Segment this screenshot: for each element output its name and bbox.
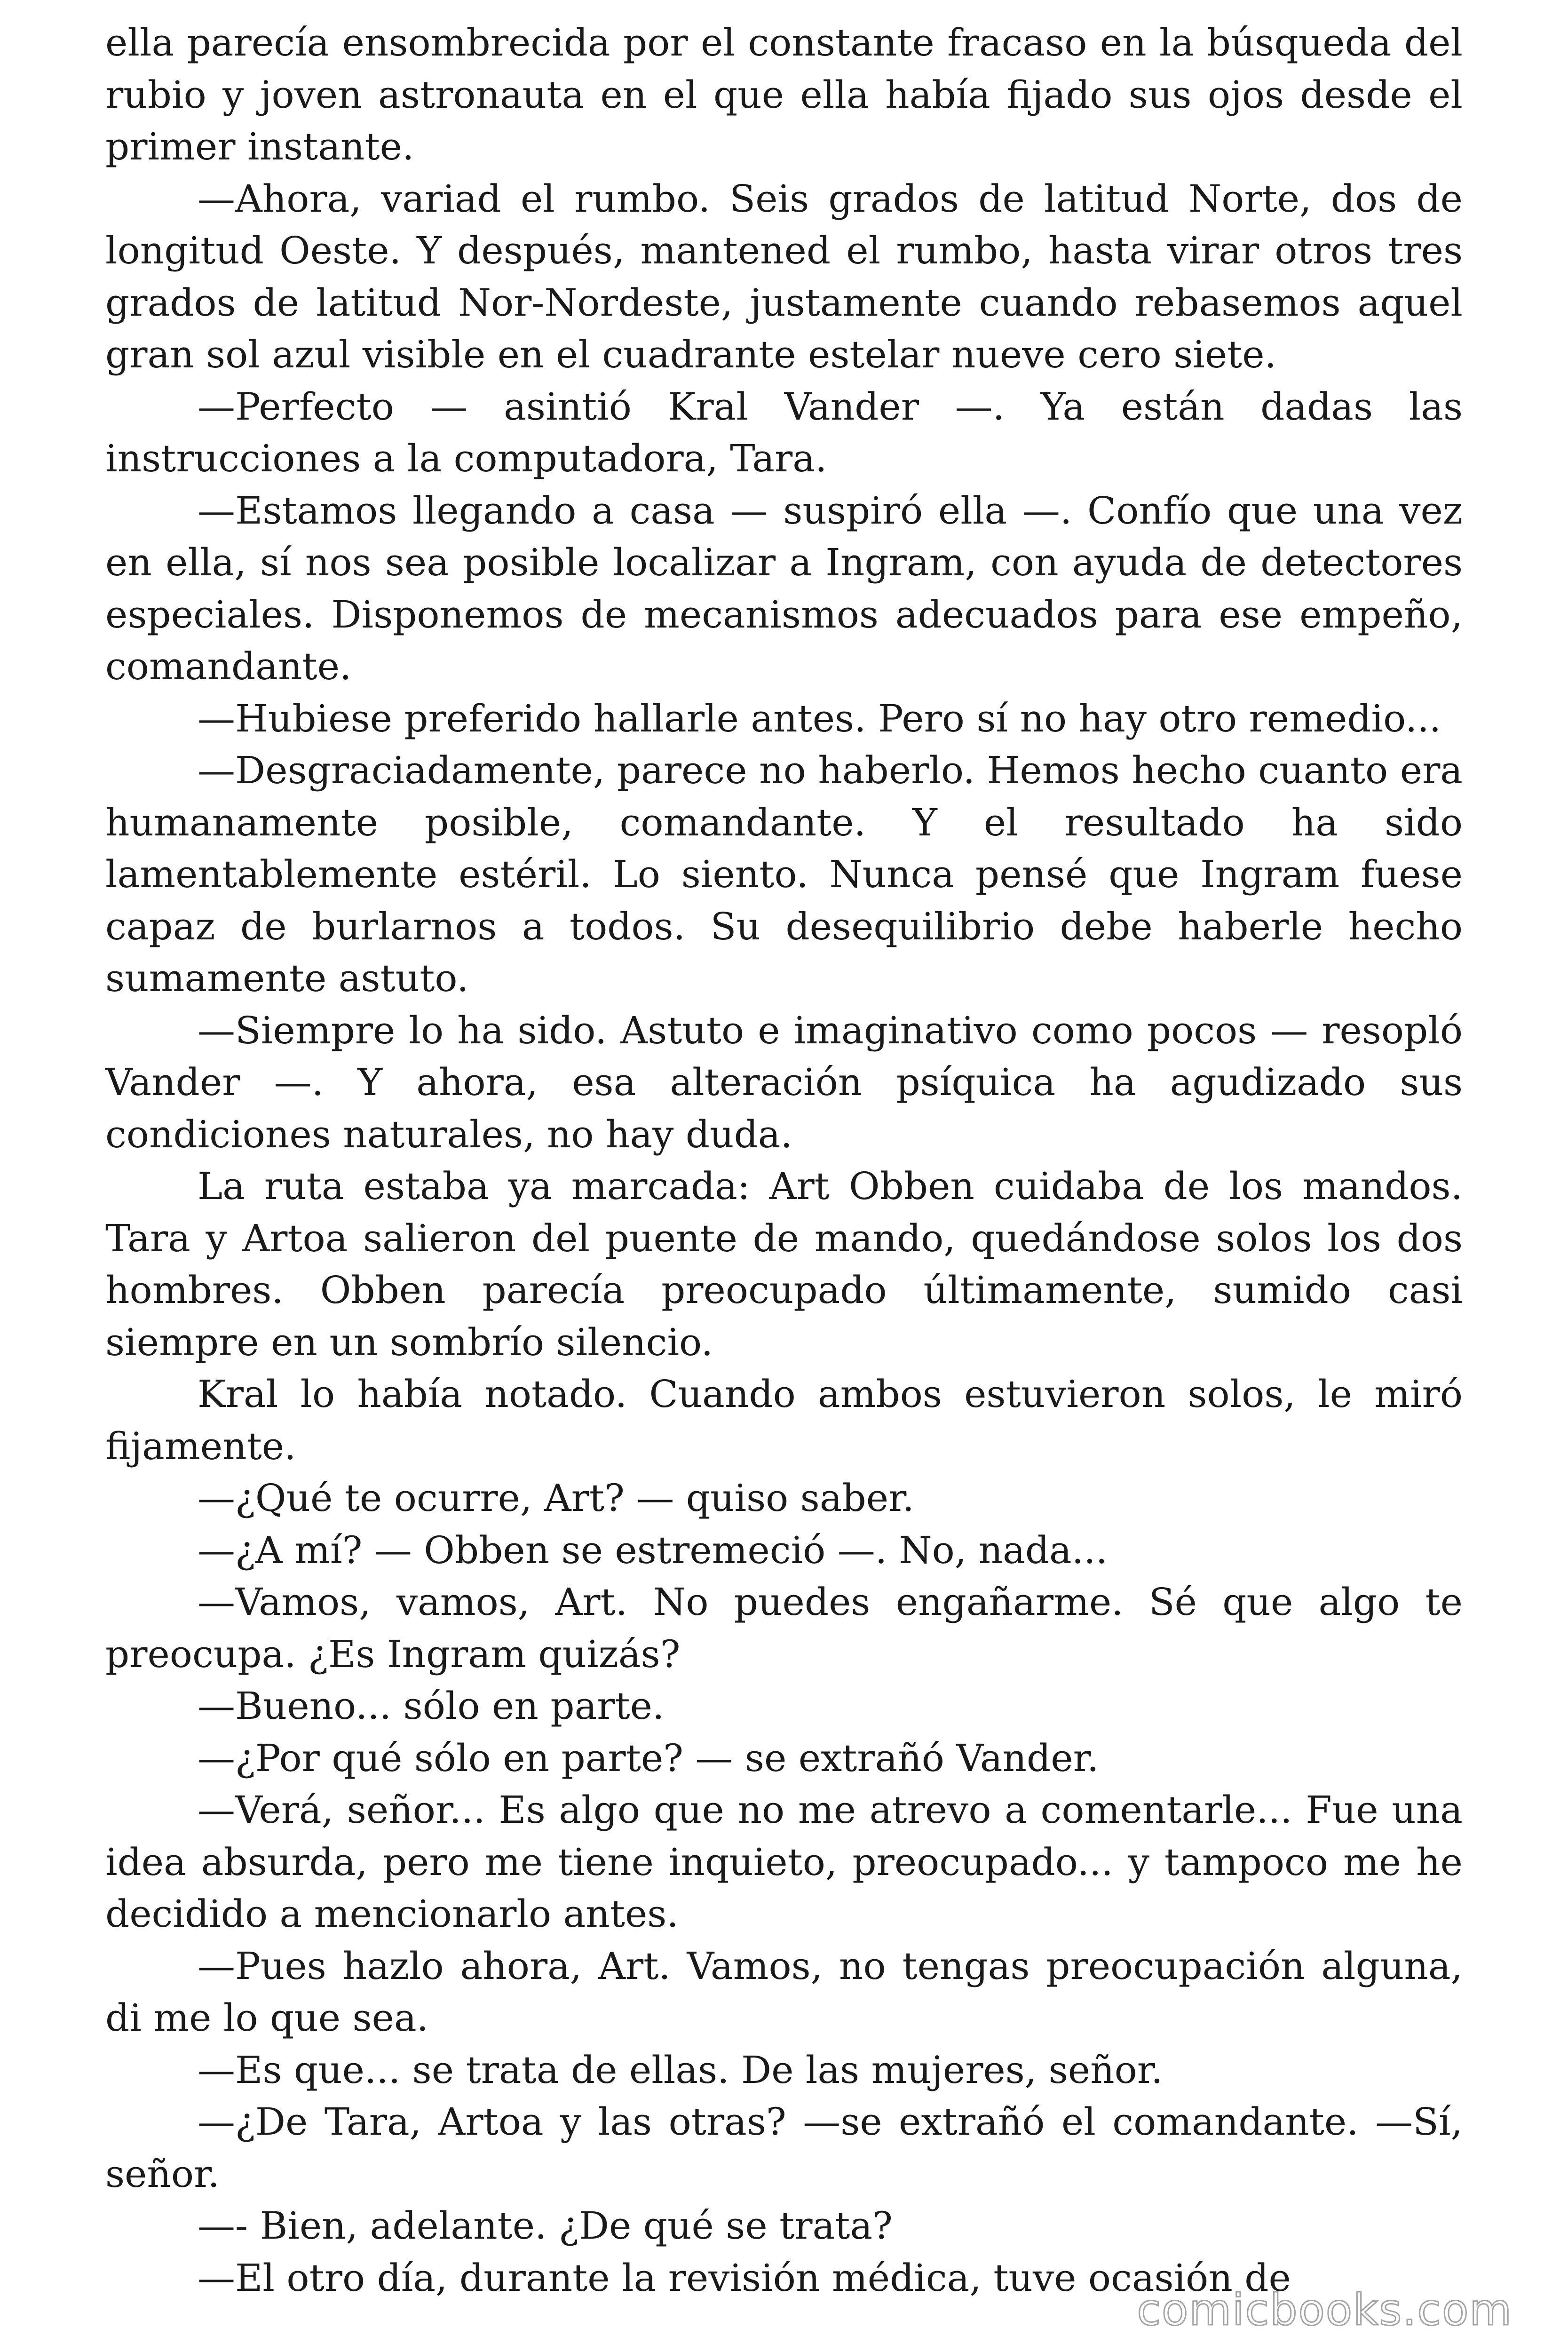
paragraph: ella parecía ensombrecida por el constante fracaso en la búsqueda del rubio y joven astronauta en el que ella había fijado sus ojos desde el primer instante. <box>105 21 1463 168</box>
paragraph: —¿A mí? — Obben se estremeció —. No, nada... <box>198 1528 1108 1572</box>
paragraph: —Siempre lo ha sido. Astuto e imaginativo como pocos — resopló Vander —. Y ahora, esa alteración psíquica ha agudizado sus condiciones naturales, no hay duda. <box>105 1008 1463 1156</box>
paragraph: —Estamos llegando a casa — suspiró ella —. Confío que una vez en ella, sí nos sea posible localizar a Ingram, con ayuda de detectores especiales. Disponemos de mecanismos adecuados para ese empeño, comandante. <box>105 488 1463 688</box>
watermark-logo: comicbooks.com <box>1137 2285 1513 2335</box>
paragraph: —Hubiese preferido hallarle antes. Pero sí no hay otro remedio... <box>198 696 1441 740</box>
paragraph: —Ahora, variad el rumbo. Seis grados de latitud Norte, dos de longitud Oeste. Y después, mantened el rumbo, hasta virar otros tres grados de latitud Nor-Nordeste, justamente cuando rebasemos aquel gran sol azul visible en el cuadrante estelar nueve cero siete. <box>105 176 1463 376</box>
paragraph: —Es que... se trata de ellas. De las mujeres, señor. <box>198 2048 1163 2092</box>
paragraph: —Vamos, vamos, Art. No puedes engañarme. Sé que algo te preocupa. ¿Es Ingram quizás? <box>105 1580 1463 1676</box>
paragraph: —¿Por qué sólo en parte? — se extrañó Vander. <box>198 1736 1099 1780</box>
paragraph: Kral lo había notado. Cuando ambos estuvieron solos, le miró fijamente. <box>105 1372 1463 1468</box>
paragraph: —Verá, señor... Es algo que no me atrevo a comentarle... Fue una idea absurda, pero me tiene inquieto, preocupado... y tampoco me he decidido a mencionarlo antes. <box>105 1788 1463 1936</box>
book-page-text <box>105 17 1463 2304</box>
paragraph: —El otro día, durante la revisión médica, tuve ocasión de <box>198 2256 1291 2300</box>
paragraph: —¿Qué te ocurre, Art? — quiso saber. <box>198 1476 914 1520</box>
paragraph: —Desgraciadamente, parece no haberlo. Hemos hecho cuanto era humanamente posible, comandante. Y el resultado ha sido lamentablemente estéril. Lo siento. Nunca pensé que Ingram fuese capaz de burlarnos a todos. Su desequilibrio debe haberle hecho sumamente astuto. <box>105 748 1463 1000</box>
paragraph: La ruta estaba ya marcada: Art Obben cuidaba de los mandos. Tara y Artoa salieron del puente de mando, quedándose solos los dos hombres. Obben parecía preocupado últimamente, sumido casi siempre en un sombrío silencio. <box>105 1164 1463 1364</box>
paragraph: —Perfecto — asintió Kral Vander —. Ya están dadas las instrucciones a la computadora, Tara. <box>105 384 1463 480</box>
paragraph: —Bueno... sólo en parte. <box>198 1684 665 1728</box>
paragraph: —- Bien, adelante. ¿De qué se trata? <box>198 2204 893 2248</box>
paragraph: —¿De Tara, Artoa y las otras? —se extrañó el comandante. —Sí, señor. <box>105 2100 1463 2196</box>
paragraph: —Pues hazlo ahora, Art. Vamos, no tengas preocupación alguna, di me lo que sea. <box>105 1944 1463 2040</box>
